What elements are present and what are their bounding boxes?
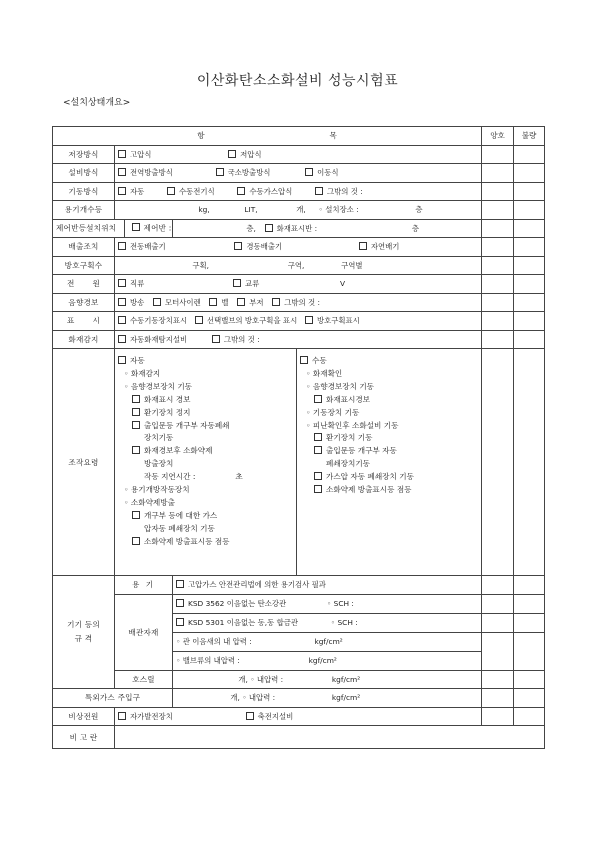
power-row	[53, 275, 545, 294]
alarm-row	[53, 293, 545, 312]
checkbox[interactable]	[314, 472, 322, 480]
good-cell[interactable]	[482, 632, 514, 670]
bad-cell[interactable]	[514, 219, 545, 238]
hose-fields: 개, ◦ 내압력 : kgf/cm²	[173, 670, 482, 689]
bad-cell[interactable]	[514, 707, 545, 726]
checkbox[interactable]	[132, 395, 140, 403]
bad-cell[interactable]	[514, 238, 545, 257]
exhaust-label: 배출조치	[53, 238, 115, 257]
checkbox[interactable]	[300, 356, 308, 364]
power-label: 전 원	[53, 275, 115, 294]
checkbox[interactable]	[234, 242, 242, 250]
checkbox[interactable]	[176, 580, 184, 588]
good-header: 양호	[482, 127, 514, 146]
bad-cell[interactable]	[514, 182, 545, 201]
equipment-container-row	[53, 576, 545, 595]
emergency-options: 자가발전장치 축전지설비	[115, 707, 482, 726]
good-cell[interactable]	[482, 613, 514, 632]
checkbox[interactable]	[237, 298, 245, 306]
checkbox[interactable]	[272, 298, 280, 306]
checkbox[interactable]	[305, 168, 313, 176]
zones-row	[53, 256, 545, 275]
operation-row	[53, 349, 545, 576]
container-text: 고압가스 안전관리법에 의한 용기검사 필과	[173, 576, 482, 595]
bad-cell[interactable]	[514, 275, 545, 294]
start-label: 기동방식	[53, 182, 115, 201]
good-cell[interactable]	[482, 312, 514, 331]
inlet-fields: 개, ◦ 내압력 : kgf/cm²	[173, 689, 482, 708]
bad-cell[interactable]	[514, 256, 545, 275]
good-cell[interactable]	[482, 201, 514, 220]
hose-label: 호스릴	[115, 670, 173, 689]
good-cell[interactable]	[482, 145, 514, 164]
bad-cell[interactable]	[514, 576, 545, 595]
containers-fields: kg, LIT, 개, ◦ 설치장소 : 층	[115, 201, 482, 220]
display-row	[53, 312, 545, 331]
hose-row	[53, 670, 545, 689]
checkbox[interactable]	[132, 408, 140, 416]
install-row	[53, 164, 545, 183]
piping-label: 배관자재	[115, 594, 173, 670]
bad-cell[interactable]	[514, 689, 545, 708]
checkbox[interactable]	[118, 298, 126, 306]
checkbox[interactable]	[359, 242, 367, 250]
alarm-options: 방송 모터사이렌 벨 부저 그밖의 것 :	[115, 293, 482, 312]
install-label: 설비방식	[53, 164, 115, 183]
containers-label: 용기개수등	[53, 201, 115, 220]
containers-row	[53, 201, 545, 220]
good-cell[interactable]	[482, 689, 514, 708]
good-cell[interactable]	[482, 256, 514, 275]
bad-cell[interactable]	[514, 293, 545, 312]
checkbox[interactable]	[216, 168, 224, 176]
inlet-label: 특외가스 주입구	[53, 689, 173, 708]
good-cell[interactable]	[482, 670, 514, 689]
bad-cell[interactable]	[514, 632, 545, 670]
checkbox[interactable]	[265, 224, 273, 232]
exhaust-row	[53, 238, 545, 257]
start-row	[53, 182, 545, 201]
checkbox[interactable]	[246, 712, 254, 720]
checkbox[interactable]	[167, 187, 175, 195]
checkbox[interactable]	[118, 150, 126, 158]
bad-cell[interactable]	[514, 349, 545, 576]
page-title: 이산화탄소소화설비 성능시험표	[196, 73, 399, 89]
section-subtitle: <설치상태개요>	[63, 98, 131, 108]
bad-cell[interactable]	[514, 594, 545, 613]
remarks-row	[53, 726, 545, 749]
bad-cell[interactable]	[514, 613, 545, 632]
good-cell[interactable]	[482, 330, 514, 349]
inlet-row	[53, 689, 545, 708]
header-row	[53, 127, 545, 146]
checkbox[interactable]	[176, 618, 184, 626]
checkbox[interactable]	[176, 599, 184, 607]
exhaust-options: 전동배출기 경동배출기 자연배기	[115, 238, 482, 257]
checkbox[interactable]	[305, 316, 313, 324]
checkbox[interactable]	[132, 421, 140, 429]
good-cell[interactable]	[482, 349, 514, 576]
checkbox[interactable]	[118, 168, 126, 176]
storage-label: 저장방식	[53, 145, 115, 164]
checkbox[interactable]	[314, 485, 322, 493]
bad-cell[interactable]	[514, 312, 545, 331]
checkbox[interactable]	[233, 279, 241, 287]
emergency-label: 비상전원	[53, 707, 115, 726]
bad-header: 불량	[514, 127, 545, 146]
checkbox[interactable]	[132, 537, 140, 545]
checkbox[interactable]	[118, 279, 126, 287]
bad-cell[interactable]	[514, 330, 545, 349]
checkbox[interactable]	[118, 242, 126, 250]
good-cell[interactable]	[482, 293, 514, 312]
good-cell[interactable]	[482, 219, 514, 238]
operation-label: 조작요령	[53, 349, 115, 576]
panel-fields: 층, 화재표시반 : 층	[173, 219, 482, 238]
checkbox[interactable]	[132, 446, 140, 454]
good-cell[interactable]	[482, 594, 514, 613]
checkbox[interactable]	[195, 316, 203, 324]
checkbox[interactable]	[118, 187, 126, 195]
detect-row	[53, 330, 545, 349]
remarks-label: 비 고 란	[53, 726, 115, 749]
checkbox[interactable]	[118, 335, 126, 343]
checkbox[interactable]	[118, 356, 126, 364]
bad-cell[interactable]	[514, 670, 545, 689]
start-options: 자동 수동전기식 수동가스압식 그밖의 것 :	[115, 182, 482, 201]
emergency-row	[53, 707, 545, 726]
container-label: 용 기	[115, 576, 173, 595]
checkbox[interactable]	[118, 712, 126, 720]
bad-cell[interactable]	[514, 145, 545, 164]
install-options: 전역방출방식 국소방출방식 이동식	[115, 164, 482, 183]
equipment-label: 기기 등의 규 격	[53, 576, 115, 689]
checkbox[interactable]	[118, 316, 126, 324]
operation-auto-column: 자동 ◦ 화재감지 ◦ 음향경보장치 기동 화재표시 경보 환기장치 정지 출입문등 개구부 자동폐쇄 장치기동 화재경보후 소화약제 방출장치 작동 지연시간 : 초 ◦ 용기개방작동장치 ◦ 소화약제방출 개구부 등에 대한 가스 압자동 폐쇄장치 기동 소화약제 방출표시등 점등	[115, 349, 297, 576]
piping-ks1-row	[53, 594, 545, 613]
checkbox[interactable]	[237, 187, 245, 195]
panel-label: 제어반등설치위치 제어반 :	[53, 219, 173, 238]
remarks-field[interactable]	[115, 726, 545, 749]
piping-pressure: ◦ 관 이음새의 내 압력 : kgf/cm² ◦ 밸브류의 내압력 : kgf/cm²	[173, 632, 482, 670]
piping-ks1: KSD 3562 이음없는 탄소강관 ◦ SCH :	[173, 594, 482, 613]
bad-cell[interactable]	[514, 164, 545, 183]
item-header: 항 목	[53, 127, 482, 146]
checkbox[interactable]	[132, 223, 140, 231]
checkbox[interactable]	[209, 298, 217, 306]
piping-ks2: KSD 5301 이음없는 동,동 합금관 ◦ SCH :	[173, 613, 482, 632]
alarm-label: 음향경보	[53, 293, 115, 312]
zones-label: 방호구획수	[53, 256, 115, 275]
checkbox[interactable]	[314, 395, 322, 403]
display-label: 표 시	[53, 312, 115, 331]
good-cell[interactable]	[482, 164, 514, 183]
operation-manual-column: 수동 ◦ 화재확인 ◦ 음향경보장치 기동 화재표시경보 ◦ 기동장치 기동 ◦ 피난확인후 소화설비 기동 환기장치 기동 출입문등 개구부 자동 폐쇄장치기동 가스압 자동 폐쇄장치 기동 소화약제 방출표시등 점등	[297, 349, 482, 576]
checkbox[interactable]	[228, 150, 236, 158]
display-options: 수동기동장치표시 선택밸브의 방호구획을 표시 방호구획표시	[115, 312, 482, 331]
performance-test-table	[52, 126, 545, 749]
good-cell[interactable]	[482, 576, 514, 595]
zones-fields: 구획, 구역, 구역별	[115, 256, 482, 275]
good-cell[interactable]	[482, 707, 514, 726]
bad-cell[interactable]	[514, 201, 545, 220]
good-cell[interactable]	[482, 238, 514, 257]
checkbox[interactable]	[315, 187, 323, 195]
checkbox[interactable]	[153, 298, 161, 306]
detect-label: 화재감지	[53, 330, 115, 349]
storage-row	[53, 145, 545, 164]
checkbox[interactable]	[314, 433, 322, 441]
detect-options: 자동화재탐지설비 그밖의 것 :	[115, 330, 482, 349]
storage-options: 고압식 저압식	[115, 145, 482, 164]
good-cell[interactable]	[482, 182, 514, 201]
checkbox[interactable]	[212, 335, 220, 343]
good-cell[interactable]	[482, 275, 514, 294]
power-options: 직류 교류 V	[115, 275, 482, 294]
checkbox[interactable]	[132, 511, 140, 519]
checkbox[interactable]	[314, 446, 322, 454]
panel-row	[53, 219, 545, 238]
